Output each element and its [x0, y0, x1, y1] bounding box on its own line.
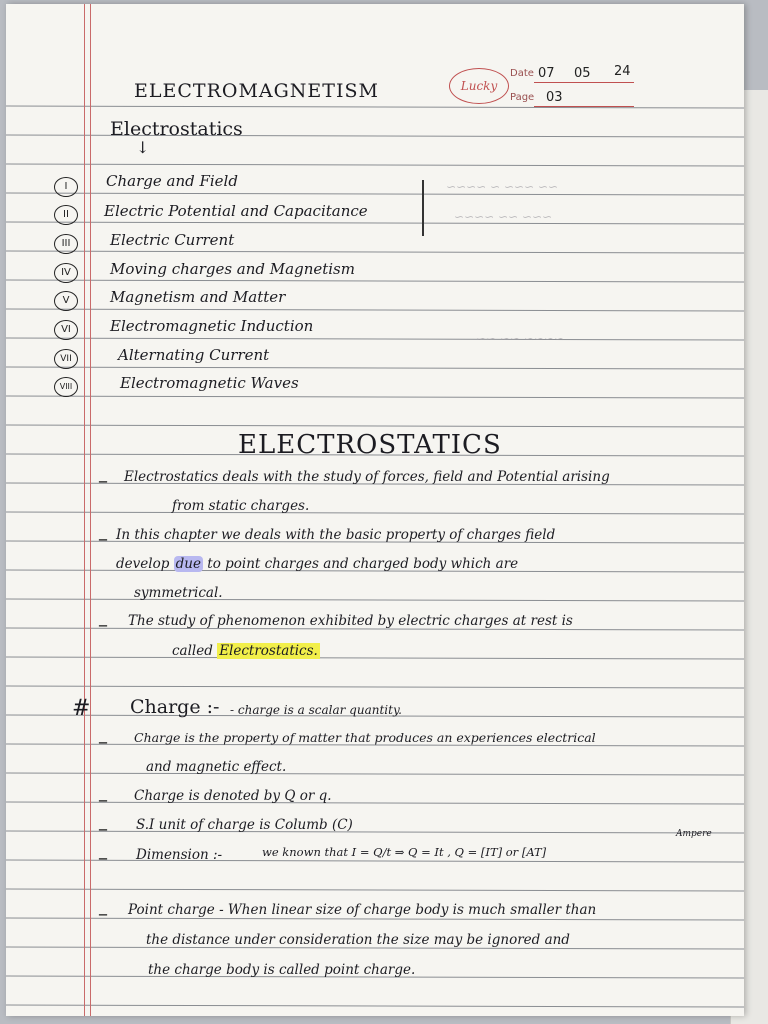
chapter-number: VI [54, 320, 78, 340]
rule-line [6, 657, 744, 659]
rule-line [6, 889, 744, 891]
rule-line [6, 512, 744, 514]
bullet-dash: – [98, 901, 108, 925]
highlighted-word: due [175, 556, 201, 572]
bullet-dash: – [98, 787, 108, 811]
rule-line [6, 367, 744, 369]
margin-line-right [90, 4, 91, 1016]
bleed-through-mark: ~~ ~~~ ~ ~~~~ [446, 180, 558, 194]
rule-line [6, 222, 744, 224]
rule-line [6, 425, 744, 427]
dimension-formula: we known that I = Q/t ⇒ Q = It , Q = [IT] or [AT] [262, 845, 547, 859]
point-text [116, 556, 518, 572]
chapter-label: Magnetism and Matter [110, 288, 286, 306]
margin-line-left [84, 4, 85, 1016]
bullet-dash: – [98, 612, 108, 636]
point-text-part: develop [116, 556, 170, 572]
date-month: 05 [574, 66, 591, 81]
bullet-dash: – [98, 526, 108, 550]
charge-point: Charge is denoted by Q or q. [134, 788, 332, 804]
unit-title: Electrostatics [110, 118, 243, 140]
chapter-number: VIII [54, 377, 78, 397]
point-text: symmetrical. [134, 585, 223, 601]
rule-line [6, 338, 744, 340]
point-text-part: called [172, 643, 213, 659]
rule-line [6, 802, 744, 804]
chapter-number: III [54, 234, 78, 254]
chapter-label: Electric Current [110, 231, 235, 249]
point-text [172, 643, 320, 659]
rule-line [6, 860, 744, 862]
chapter-divider [422, 180, 424, 236]
rule-line [6, 686, 744, 688]
down-arrow-icon: ↓ [136, 138, 150, 157]
point-text: Electrostatics deals with the study of forces, field and Potential arising [124, 469, 610, 485]
chapter-number: II [54, 205, 78, 225]
subject-title: ELECTROMAGNETISM [134, 80, 379, 102]
chapter-number: I [54, 177, 78, 197]
charge-point: S.I unit of charge is Columb (C) [136, 817, 353, 833]
point-text: The study of phenomenon exhibited by electric charges at rest is [128, 613, 573, 629]
rule-line [6, 251, 744, 253]
point-text: In this chapter we deals with the basic property of charges field [116, 527, 556, 543]
bullet-dash: – [98, 729, 108, 753]
bleed-through-mark: ~~~ ~~ ~~~~ [454, 210, 553, 224]
page-label: Page [510, 92, 535, 103]
rule-line [6, 164, 744, 166]
chapter-number: IV [54, 263, 78, 283]
page-number: 03 [546, 90, 563, 105]
chapter-label: Electric Potential and Capacitance [104, 202, 368, 220]
rule-line [6, 831, 744, 833]
chapter-label: Charge and Field [106, 172, 238, 190]
chapter-number: V [54, 291, 78, 311]
rule-line [6, 309, 744, 311]
brand-logo: Lucky [449, 68, 509, 104]
ruled-lines [6, 4, 744, 1016]
chapter-label: Electromagnetic Waves [120, 374, 299, 392]
dimension-label: Dimension :- [136, 847, 223, 863]
charge-point: and magnetic effect. [146, 759, 287, 775]
rule-line [6, 918, 744, 920]
bleed-through-mark: ~~~~ ~~ ~~ [476, 332, 565, 346]
rule-line [6, 1005, 744, 1007]
rule-line [6, 280, 744, 282]
rule-line [6, 599, 744, 601]
charge-point: Charge is the property of matter that produces an experiences electrical [134, 730, 596, 745]
charge-heading: Charge :- [130, 696, 220, 718]
rule-line [6, 773, 744, 775]
chapter-number: VII [54, 349, 78, 369]
bullet-dash: – [98, 468, 108, 492]
chapter-label: Alternating Current [118, 346, 270, 364]
bullet-dash: – [98, 845, 108, 869]
page-underline [534, 106, 634, 107]
date-day: 07 [538, 66, 555, 81]
notebook-page [6, 4, 744, 1016]
rule-line [6, 396, 744, 398]
date-underline [534, 82, 634, 83]
section-title: ELECTROSTATICS [238, 430, 502, 460]
highlighted-term: Electrostatics. [219, 643, 318, 659]
point-charge-text: Point charge - When linear size of charge body is much smaller than [128, 902, 597, 918]
date-label: Date [510, 68, 534, 79]
point-text: from static charges. [172, 498, 310, 514]
date-year: 24 [614, 64, 631, 79]
chapter-label: Electromagnetic Induction [110, 317, 314, 335]
rule-line [6, 193, 744, 195]
bullet-dash: – [98, 816, 108, 840]
chapter-label: Moving charges and Magnetism [110, 260, 355, 278]
charge-heading-note: - charge is a scalar quantity. [230, 703, 402, 717]
point-text-part: to point charges and charged body which are [207, 556, 519, 572]
ampere-note: Ampere [676, 829, 712, 839]
hash-marker: # [72, 696, 91, 721]
point-charge-text: the charge body is called point charge. [148, 962, 416, 978]
point-charge-text: the distance under consideration the size may be ignored and [146, 932, 570, 948]
